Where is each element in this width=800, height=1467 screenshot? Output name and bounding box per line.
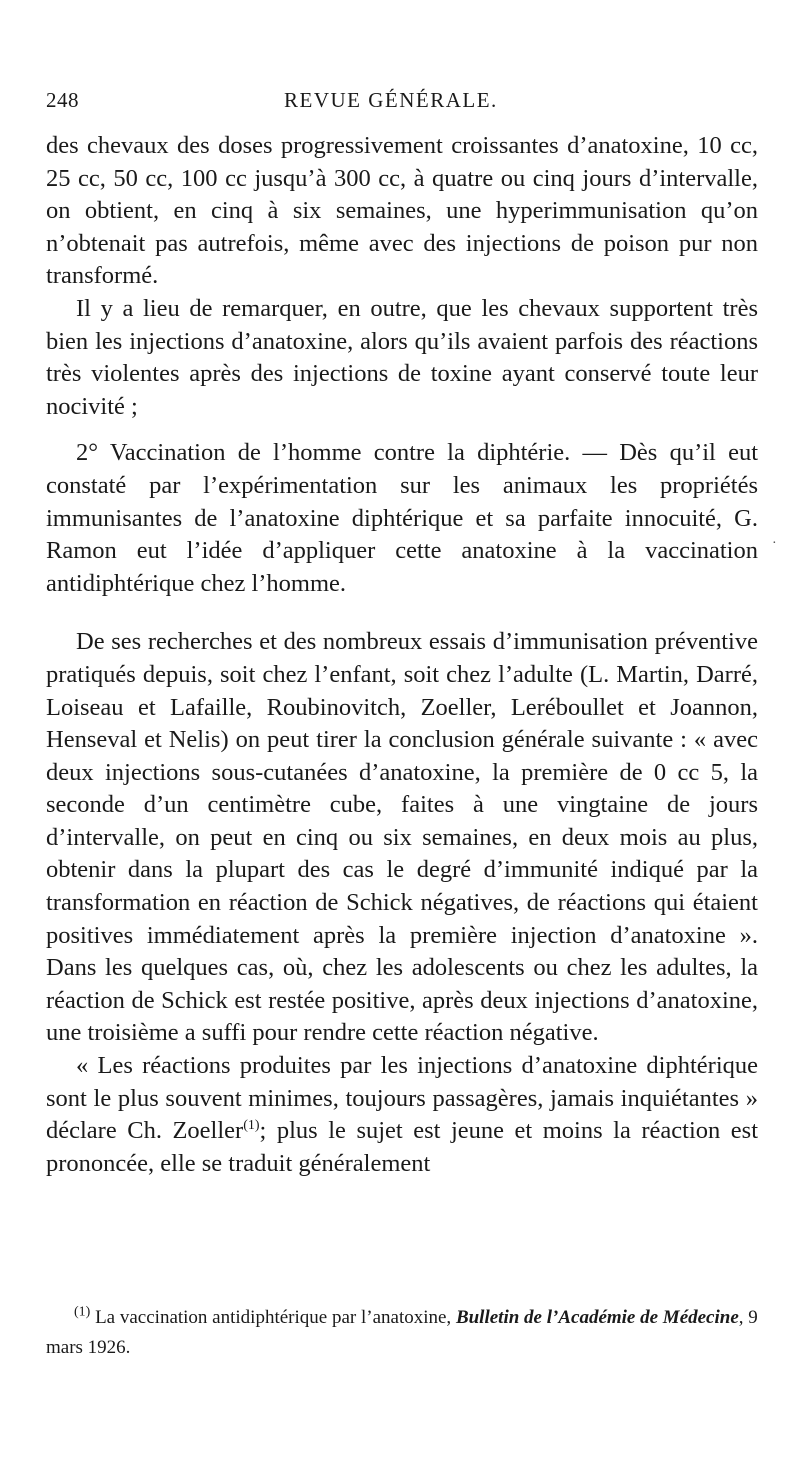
margin-mark: · <box>772 536 777 551</box>
footnote-marker: (1) <box>74 1304 91 1320</box>
paragraph-reactions-quote: « Les réactions produites par les injections d’anatoxine diphtérique sont le plus souvent minimes, toujours passagères, jamais inquiétantes » déclare Ch. Zoeller <box>46 1052 758 1145</box>
running-title: REVUE GÉNÉRALE. <box>284 88 498 112</box>
footnote-date: , 9 mars 1926. <box>46 1307 758 1358</box>
footnote-reference[interactable]: (1) <box>243 1118 260 1134</box>
paragraph-reactions <box>46 1050 758 1180</box>
paragraph-horse-tolerance: Il y a lieu de remarquer, en outre, que les chevaux supportent très bien les injections d’anatoxine, alors qu’ils avaient parfois des réactions très violentes après des injections de toxine ayant conservé toute leur nocivité ; <box>46 294 758 420</box>
body-text <box>46 130 758 1180</box>
paragraph-human-vaccination-text: Dès qu’il eut constaté par l’expérimentation sur les animaux les propriétés immunisantes de l’anatoxine diphtérique et sa parfaite innocuité, G. Ramon eut l’idée d’appliquer cette anatoxine à la vaccination antidiphtérique chez l’homme. <box>46 439 758 597</box>
footnote-source: Bulletin de l’Académie de Médecine <box>455 1307 739 1328</box>
footnote <box>46 1303 758 1363</box>
paragraph-human-vaccination <box>46 437 758 600</box>
paragraph-reactions-continuation: ; plus le sujet est jeune et moins la réaction est prononcée, elle se traduit généralement <box>46 1117 758 1177</box>
page <box>46 88 758 1180</box>
footnote-text: La vaccination antidiphtérique par l’anatoxine, <box>90 1307 456 1328</box>
paragraph-horse-hyperimmunisation: des chevaux des doses progressivement croissantes d’anatoxine, 10 cc, 25 cc, 50 cc, 100 cc jusqu’à 300 cc, à quatre ou cinq jours d’intervalle, on obtient, en cinq à six semaines, une hyperimmunisation qu’on n’obtenait pas autrefois, même avec des injections de poison pur non transformé. <box>46 132 758 290</box>
page-number: 248 <box>46 88 79 112</box>
section-heading-human-vaccination: 2° Vaccination de l’homme contre la diphtérie. — <box>76 439 608 467</box>
running-head <box>46 88 758 120</box>
paragraph-immunisation-trials: De ses recherches et des nombreux essais d’immunisation préventive pratiqués depuis, soit chez l’enfant, soit chez l’adulte (L. Martin, Darré, Loiseau et Lafaille, Roubinovitch, Zoeller, Leréboullet et Joannon, Henseval et Nelis) on peut tirer la conclusion générale suivante : « avec deux injections sous-cutanées d’anatoxine, la première de 0 cc 5, la seconde d’un centimètre cube, faites à une vingtaine de jours d’intervalle, on peut en cinq ou six semaines, en deux mois au plus, obtenir dans la plupart des cas le degré d’immunité indiqué par la transformation en réaction de Schick négatives, de réactions qui étaient positives immédiatement après la première injection d’anatoxine ». Dans les quelques cas, où, chez les adolescents ou chez les adultes, la réaction de Schick est restée positive, après deux injections d’anatoxine, une troisième a suffi pour rendre cette réaction négative. <box>46 628 758 1047</box>
